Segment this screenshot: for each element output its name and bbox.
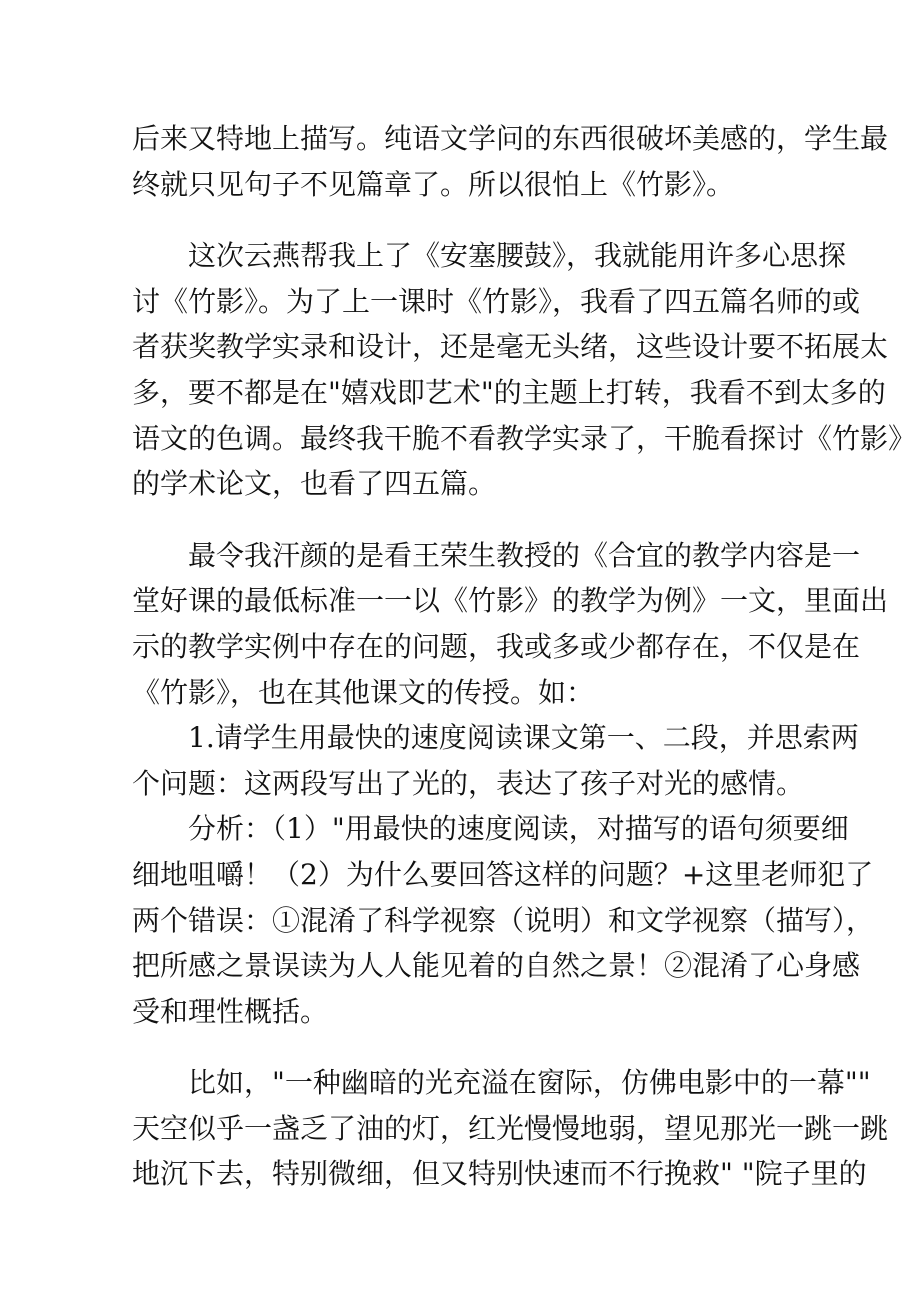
text-line: 最令我汗颜的是看王荣生教授的《合宜的教学内容是一 [188, 538, 861, 572]
text-line: 两个错误：①混淆了科学视察（说明）和文学视察（描写）， [132, 903, 875, 937]
text-line: 细地咀嚼！（2）为什么要回答这样的问题？+这里老师犯了 [132, 857, 874, 891]
text-line: 把所感之景误读为人人能见着的自然之景！②混淆了心身感 [132, 949, 861, 983]
text-line: 比如，"一种幽暗的光充溢在窗际，仿佛电影中的一幕"" [188, 1066, 871, 1100]
paragraph-2 [132, 233, 917, 507]
paragraph-1 [132, 116, 889, 207]
text-line: 者获奖教学实录和设计，还是毫无头绪，这些设计要不拓展太 [132, 330, 889, 364]
text-line: 分析：（1）"用最快的速度阅读，对描写的语句须要细 [188, 812, 849, 846]
text-line: 地沉下去，特别微细，但又特别快速而不行挽救" "院子里的 [132, 1157, 867, 1191]
text-line: 堂好课的最低标准一一以《竹影》的教学为例》一文，里面出 [132, 584, 889, 618]
text-line: 的学术论文，也看了四五篇。 [132, 467, 497, 501]
paragraph-3 [132, 533, 889, 715]
text-line: 这次云燕帮我上了《安塞腰鼓》，我就能用许多心思探 [188, 239, 847, 273]
paragraph-5 [132, 806, 875, 1034]
text-line: 受和理性概括。 [132, 994, 329, 1028]
text-line: 讨《竹影》。为了上一课时《竹影》，我看了四五篇名师的或 [132, 284, 861, 318]
paragraph-6 [132, 1060, 889, 1197]
text-line: 终就只见句子不见篇章了。所以很怕上《竹影》。 [132, 167, 735, 201]
text-line: 语文的色调。最终我干脆不看教学实录了，干脆看探讨《竹影》 [132, 421, 917, 455]
document-body [132, 116, 917, 1197]
text-line: 后来又特地上描写。纯语文学问的东西很破坏美感的，学生最 [132, 122, 889, 155]
text-line: 天空似乎一盏乏了油的灯，红光慢慢地弱，望见那光一跳一跳 [132, 1111, 889, 1145]
text-line: 多，要不都是在"嬉戏即艺术"的主题上打转，我看不到太多的 [132, 375, 886, 409]
text-line: 示的教学实例中存在的问题，我或多或少都存在，不仅是在 [132, 629, 861, 663]
paragraph-4 [132, 715, 859, 806]
text-line: 《竹影》，也在其他课文的传授。如： [132, 675, 595, 709]
text-line: 1.请学生用最快的速度阅读课文第一、二段，并思索两 [188, 721, 859, 755]
text-line: 个问题：这两段写出了光的，表达了孩子对光的感情。 [132, 766, 805, 800]
